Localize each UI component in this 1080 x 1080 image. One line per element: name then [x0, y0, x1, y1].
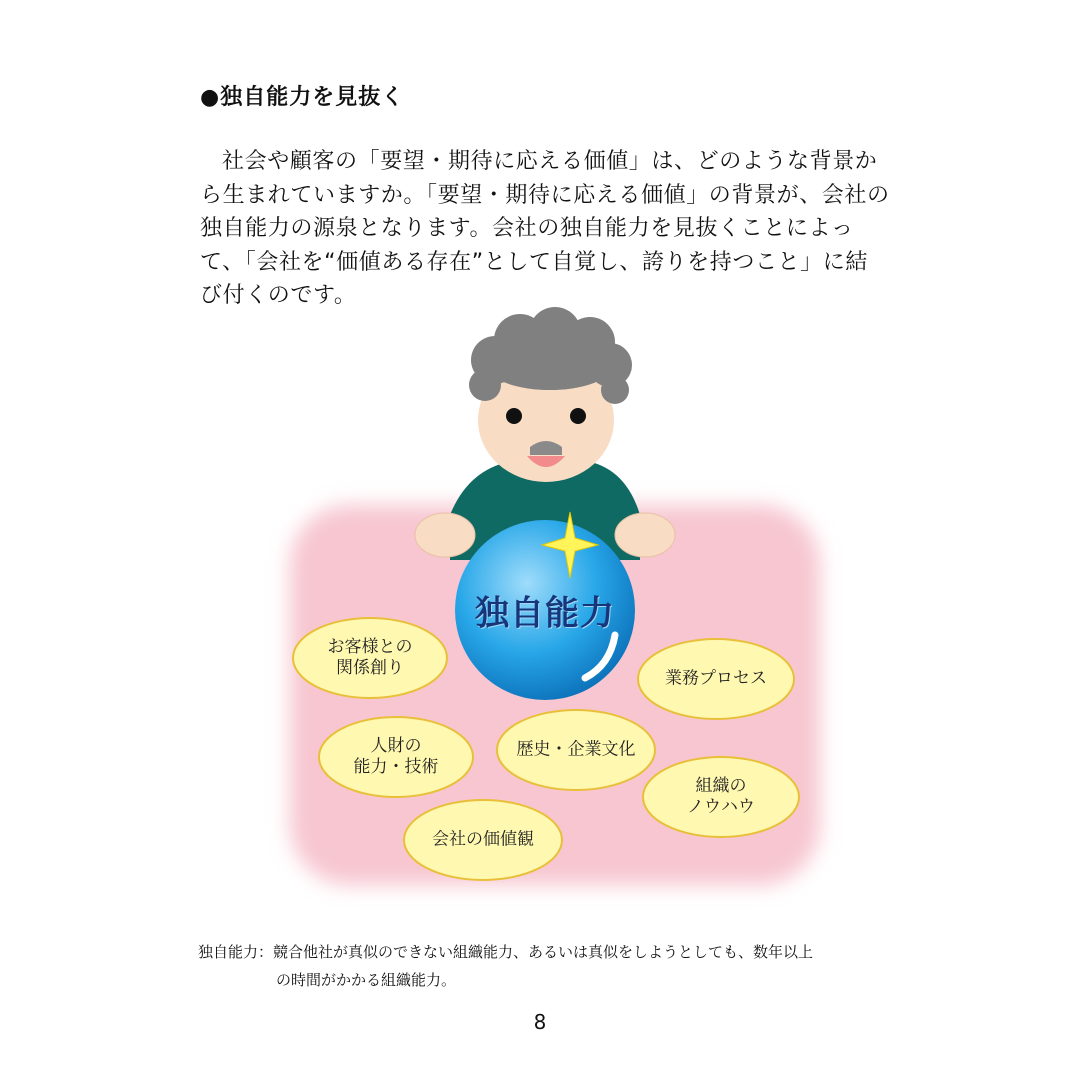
- bubble-line: ノウハウ: [687, 797, 755, 817]
- bubble-line: 会社の価値観: [432, 829, 534, 850]
- bubble-label-customer-relations: [328, 637, 413, 679]
- bubble-line: 歴史・企業文化: [516, 739, 636, 760]
- footnote-term: 独自能力：: [198, 943, 274, 961]
- footnote-line1: 競合他社が真似のできない組織能力、あるいは真似をしようとしても、数年以上: [273, 943, 814, 961]
- page-number: 8: [533, 1010, 547, 1034]
- footnote-line2: の時間がかかる組織能力。: [276, 971, 457, 989]
- bubble-label-organization-knowhow: [687, 776, 755, 818]
- bubble-label-human-resources: [354, 736, 439, 778]
- left-eye: [506, 408, 522, 424]
- person-hair: [469, 307, 632, 404]
- left-hand: [415, 513, 475, 557]
- bubble-line: 業務プロセス: [665, 668, 767, 689]
- bubble-line: 関係創り: [336, 658, 404, 678]
- bubble-label-company-values: [432, 830, 534, 851]
- bubble-line: お客様との: [327, 637, 413, 657]
- bubble-label-business-process: [665, 669, 767, 690]
- bubble-line: 人財の: [370, 736, 422, 756]
- bubble-label-history-culture: [517, 740, 636, 761]
- right-eye: [570, 408, 586, 424]
- crystal-ball-label: 独自能力: [475, 593, 615, 634]
- footnote: [198, 938, 898, 994]
- bubble-line: 組織の: [695, 776, 747, 796]
- section-heading: ●独自能力を見抜く: [200, 85, 405, 110]
- right-hand: [615, 513, 675, 557]
- body-paragraph: 社会や顧客の「要望・期待に応える価値」は、どのような背景から生まれていますか。「要望・期待に応える価値」の背景が、会社の独自能力の源泉となります。会社の独自能力を見抜くことによって、「会社を“価値ある存在”として自覚し、誇りを持つこと」に結び付くのです。: [200, 149, 890, 308]
- bubble-line: 能力・技術: [353, 757, 439, 777]
